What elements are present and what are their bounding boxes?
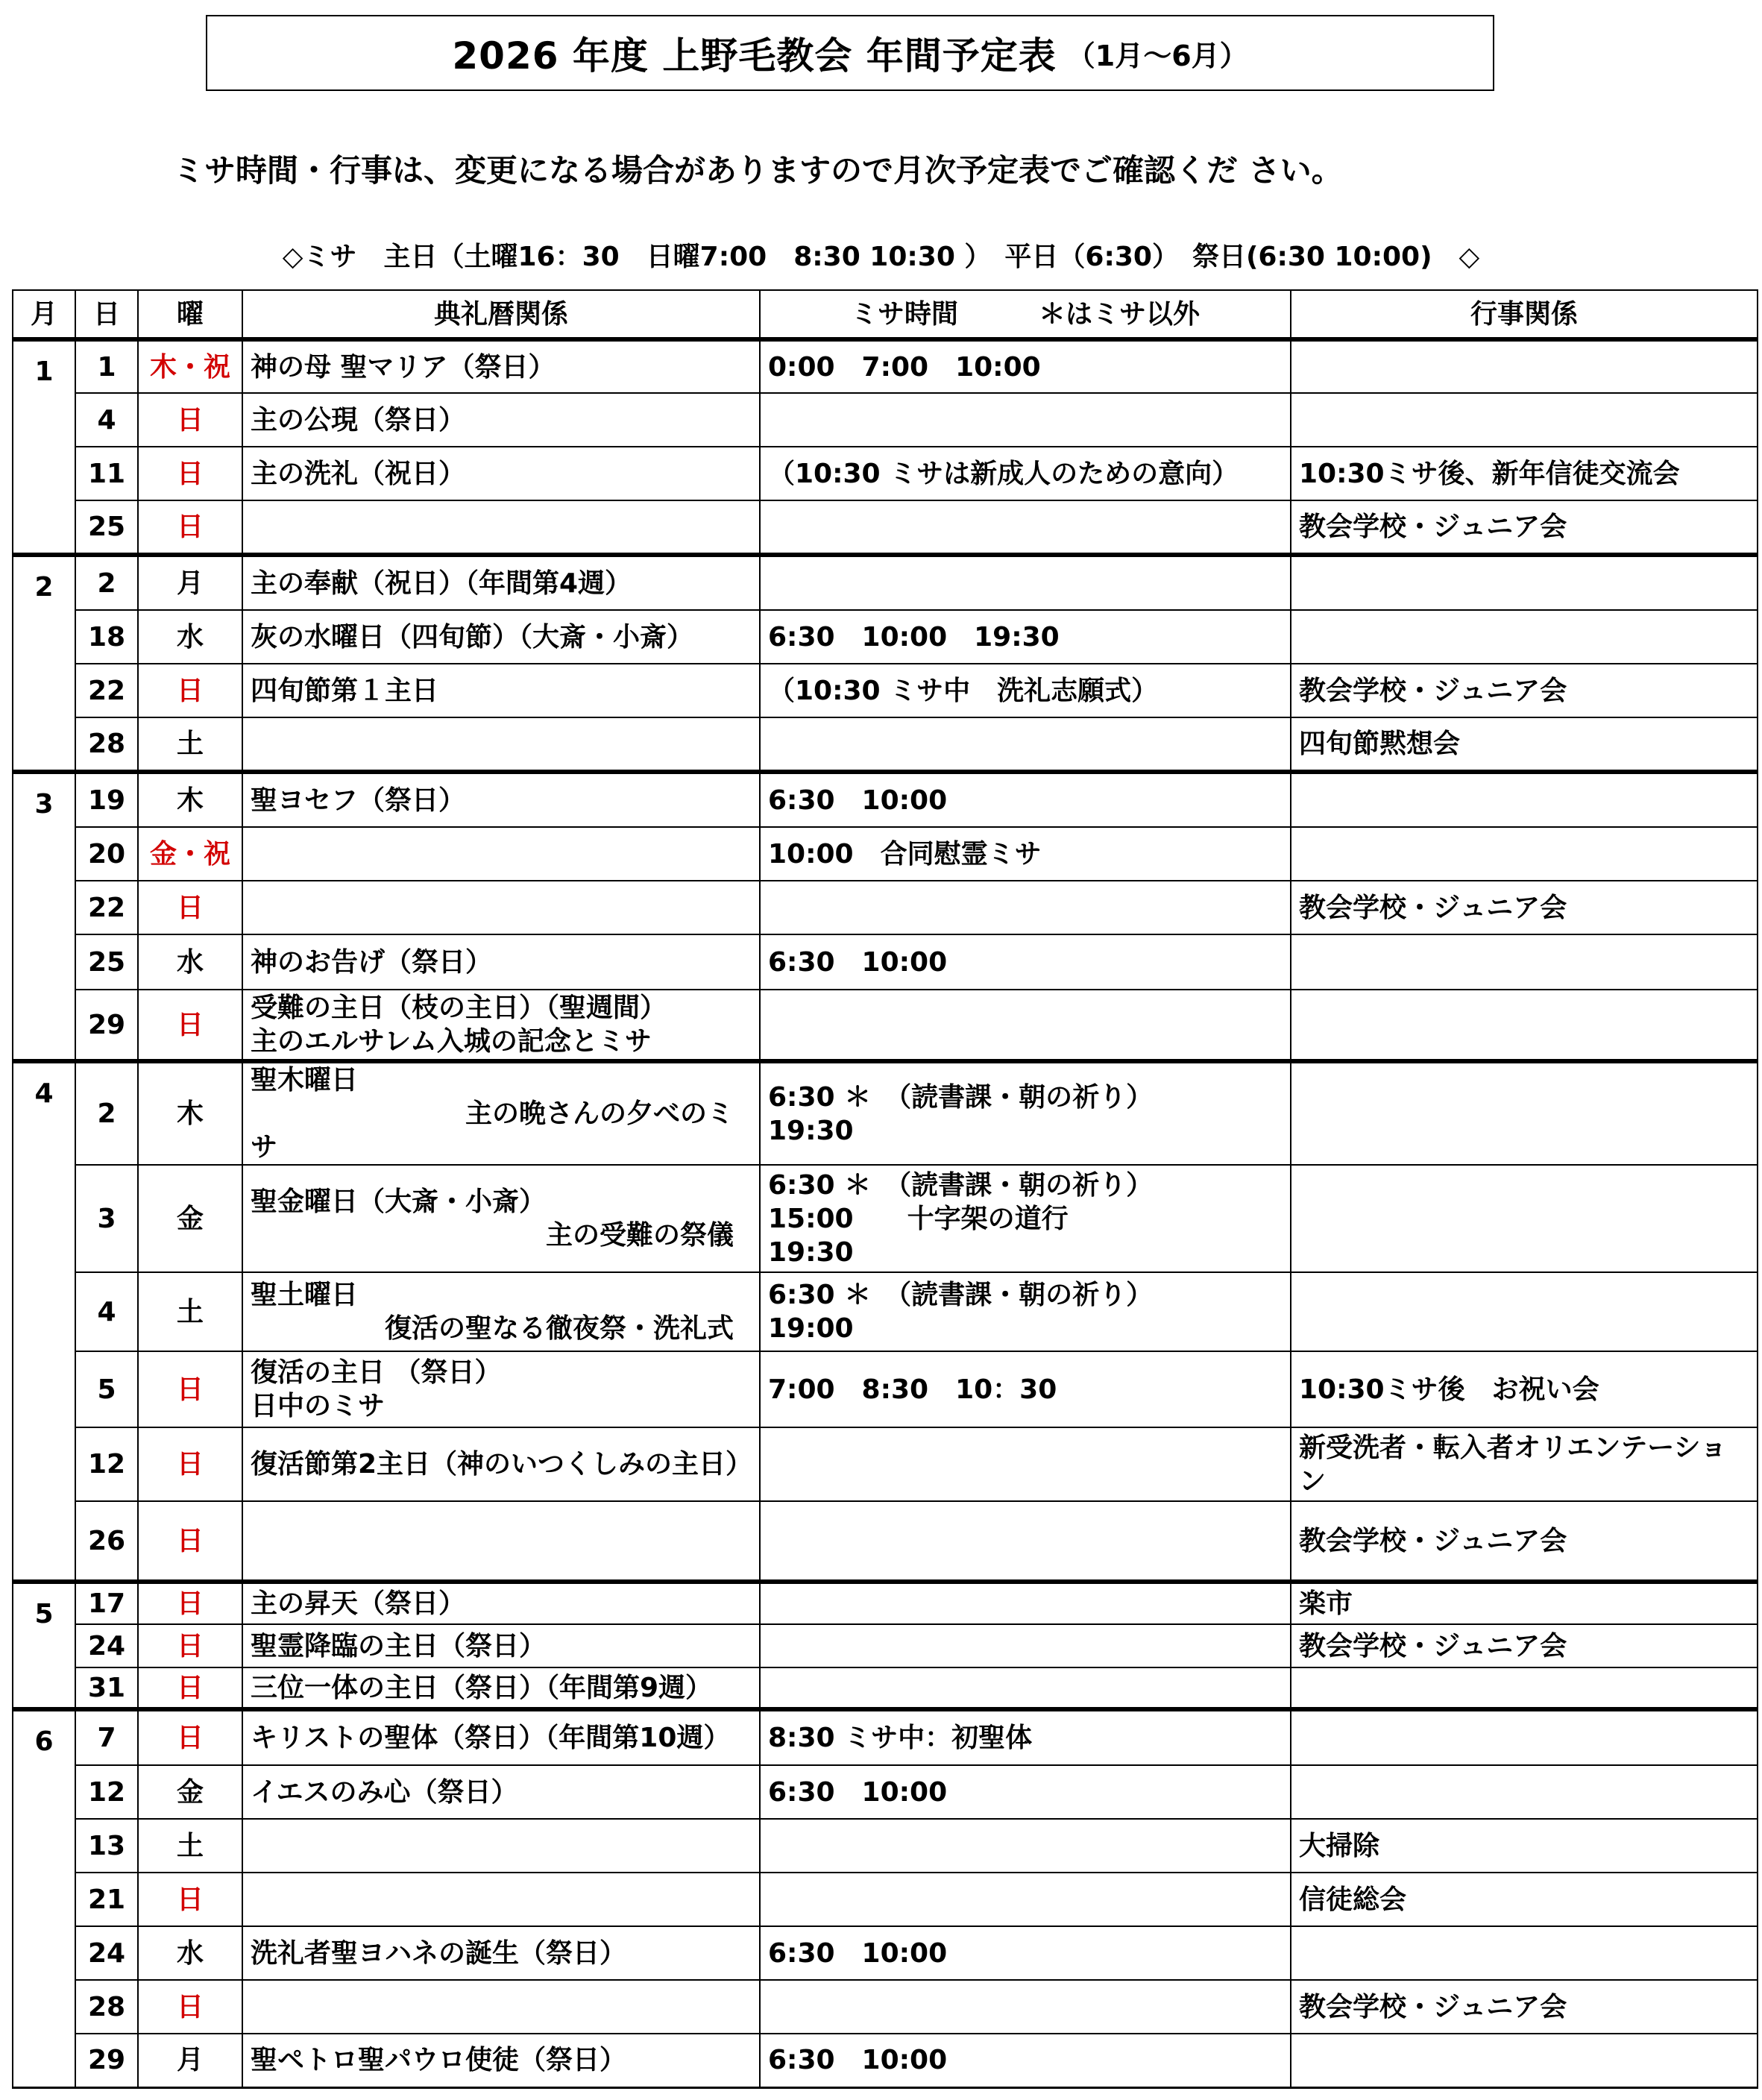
- event-cell: 教会学校・ジュニア会: [1291, 881, 1758, 934]
- mass-time-cell: [760, 1819, 1291, 1873]
- mass-time-cell: 6:30 10:00: [760, 772, 1291, 827]
- liturgy-cell: [242, 827, 760, 881]
- event-cell: [1291, 339, 1758, 393]
- mass-time-cell: 6:30 ＊ （読書課・朝の祈り） 19:00: [760, 1272, 1291, 1351]
- month-cell: 6: [13, 1709, 75, 2087]
- title-box: [206, 15, 1494, 91]
- mass-time-cell: [760, 717, 1291, 772]
- event-cell: [1291, 1165, 1758, 1272]
- day-cell: 12: [75, 1765, 138, 1819]
- liturgy-cell: 三位一体の主日（祭日）（年間第9週）: [242, 1667, 760, 1709]
- day-cell: 2: [75, 555, 138, 610]
- liturgy-cell: [242, 1819, 760, 1873]
- liturgy-cell: [242, 1873, 760, 1926]
- weekday-cell: 土: [138, 717, 242, 772]
- event-cell: 新受洗者・転入者オリエンテーション: [1291, 1427, 1758, 1501]
- table-row: [13, 1624, 1758, 1667]
- schedule-body: [13, 339, 1758, 2087]
- event-cell: [1291, 1765, 1758, 1819]
- table-row: [13, 447, 1758, 500]
- table-row: [13, 1351, 1758, 1427]
- day-cell: 22: [75, 664, 138, 717]
- day-cell: 4: [75, 393, 138, 447]
- table-row: [13, 664, 1758, 717]
- weekday-cell: 水: [138, 610, 242, 664]
- day-cell: 19: [75, 772, 138, 827]
- weekday-cell: 土: [138, 1819, 242, 1873]
- header-liturgy: 典礼暦関係: [242, 290, 760, 339]
- day-cell: 4: [75, 1272, 138, 1351]
- table-row: [13, 610, 1758, 664]
- event-cell: 教会学校・ジュニア会: [1291, 664, 1758, 717]
- day-cell: 2: [75, 1061, 138, 1165]
- liturgy-cell: 主の洗礼（祝日）: [242, 447, 760, 500]
- header-month: 月: [13, 290, 75, 339]
- mass-time-cell: 6:30 10:00: [760, 1926, 1291, 1980]
- weekday-cell: 月: [138, 555, 242, 610]
- mass-time-cell: [760, 1427, 1291, 1501]
- weekday-cell: 土: [138, 1272, 242, 1351]
- event-cell: [1291, 2034, 1758, 2087]
- page-title: 2026 年度 上野毛教会 年間予定表: [452, 34, 1057, 78]
- liturgy-cell: 四旬節第１主日: [242, 664, 760, 717]
- weekday-cell: 水: [138, 1926, 242, 1980]
- table-header-row: [13, 290, 1758, 339]
- header-event: 行事関係: [1291, 290, 1758, 339]
- weekday-cell: 日: [138, 990, 242, 1061]
- event-cell: 大掃除: [1291, 1819, 1758, 1873]
- mass-time-cell: 6:30 10:00 19:30: [760, 610, 1291, 664]
- weekday-cell: 日: [138, 1427, 242, 1501]
- mass-time-cell: [760, 1873, 1291, 1926]
- day-cell: 7: [75, 1709, 138, 1765]
- liturgy-cell: キリストの聖体（祭日）（年間第10週）: [242, 1709, 760, 1765]
- table-row: [13, 1667, 1758, 1709]
- liturgy-cell: 洗礼者聖ヨハネの誕生（祭日）: [242, 1926, 760, 1980]
- event-cell: [1291, 827, 1758, 881]
- table-row: [13, 555, 1758, 610]
- mass-time-cell: [760, 990, 1291, 1061]
- table-row: [13, 990, 1758, 1061]
- day-cell: 20: [75, 827, 138, 881]
- mass-time-cell: 8:30 ミサ中：初聖体: [760, 1709, 1291, 1765]
- page-subtitle: （1月～6月）: [1066, 39, 1248, 72]
- liturgy-cell: 受難の主日（枝の主日）（聖週間） 主のエルサレム入城の記念とミサ: [242, 990, 760, 1061]
- mass-time-cell: [760, 1501, 1291, 1582]
- month-cell: 5: [13, 1582, 75, 1709]
- day-cell: 26: [75, 1501, 138, 1582]
- schedule-table: [12, 289, 1758, 2089]
- day-cell: 24: [75, 1624, 138, 1667]
- table-row: [13, 339, 1758, 393]
- weekday-cell: 日: [138, 1873, 242, 1926]
- table-row: [13, 717, 1758, 772]
- day-cell: 5: [75, 1351, 138, 1427]
- table-row: [13, 827, 1758, 881]
- liturgy-cell: 聖ペトロ聖パウロ使徒（祭日）: [242, 2034, 760, 2087]
- liturgy-cell: 主の奉献（祝日）（年間第4週）: [242, 555, 760, 610]
- liturgy-cell: [242, 500, 760, 555]
- mass-time-cell: 6:30 ＊ （読書課・朝の祈り） 15:00 十字架の道行 19:30: [760, 1165, 1291, 1272]
- mass-time-cell: [760, 393, 1291, 447]
- mass-times-line: ◇ミサ 主日（土曜16：30 日曜7:00 8:30 10:30 ） 平日（6:30） 祭日(6:30 10:00) ◇: [282, 242, 1480, 272]
- event-cell: 教会学校・ジュニア会: [1291, 1980, 1758, 2034]
- table-row: [13, 1980, 1758, 2034]
- month-cell: 2: [13, 555, 75, 772]
- table-row: [13, 1272, 1758, 1351]
- event-cell: 四旬節黙想会: [1291, 717, 1758, 772]
- mass-time-cell: 6:30 ＊ （読書課・朝の祈り） 19:30: [760, 1061, 1291, 1165]
- table-row: [13, 1926, 1758, 1980]
- day-cell: 17: [75, 1582, 138, 1624]
- mass-time-cell: 6:30 10:00: [760, 2034, 1291, 2087]
- event-cell: [1291, 555, 1758, 610]
- day-cell: 29: [75, 990, 138, 1061]
- day-cell: 25: [75, 934, 138, 990]
- event-cell: [1291, 1667, 1758, 1709]
- table-row: [13, 393, 1758, 447]
- mass-time-cell: [760, 1980, 1291, 2034]
- event-cell: 楽市: [1291, 1582, 1758, 1624]
- weekday-cell: 日: [138, 393, 242, 447]
- table-row: [13, 500, 1758, 555]
- table-row: [13, 1501, 1758, 1582]
- event-cell: 教会学校・ジュニア会: [1291, 1624, 1758, 1667]
- weekday-cell: 金: [138, 1165, 242, 1272]
- event-cell: [1291, 772, 1758, 827]
- day-cell: 28: [75, 717, 138, 772]
- liturgy-cell: [242, 1501, 760, 1582]
- weekday-cell: 日: [138, 1667, 242, 1709]
- table-row: [13, 1061, 1758, 1165]
- weekday-cell: 日: [138, 500, 242, 555]
- liturgy-cell: 灰の水曜日（四旬節）（大斎・小斎）: [242, 610, 760, 664]
- liturgy-cell: 聖土曜日 復活の聖なる徹夜祭・洗礼式: [242, 1272, 760, 1351]
- liturgy-cell: [242, 881, 760, 934]
- day-cell: 3: [75, 1165, 138, 1272]
- event-cell: [1291, 1926, 1758, 1980]
- liturgy-cell: イエスのみ心（祭日）: [242, 1765, 760, 1819]
- weekday-cell: 木: [138, 772, 242, 827]
- weekday-cell: 日: [138, 881, 242, 934]
- day-cell: 29: [75, 2034, 138, 2087]
- liturgy-cell: 聖金曜日（大斎・小斎） 主の受難の祭儀: [242, 1165, 760, 1272]
- table-row: [13, 1165, 1758, 1272]
- day-cell: 21: [75, 1873, 138, 1926]
- day-cell: 28: [75, 1980, 138, 2034]
- weekday-cell: 日: [138, 664, 242, 717]
- liturgy-cell: 聖霊降臨の主日（祭日）: [242, 1624, 760, 1667]
- table-row: [13, 881, 1758, 934]
- notice-text: ミサ時間・行事は、変更になる場合がありますので月次予定表でご確認くだ さい。: [173, 152, 1343, 189]
- liturgy-cell: 聖木曜日 主の晩さんの夕べのミサ: [242, 1061, 760, 1165]
- liturgy-cell: [242, 717, 760, 772]
- mass-time-cell: 6:30 10:00: [760, 1765, 1291, 1819]
- month-cell: 3: [13, 772, 75, 1061]
- table-row: [13, 1765, 1758, 1819]
- table-row: [13, 1873, 1758, 1926]
- mass-time-cell: 0:00 7:00 10:00: [760, 339, 1291, 393]
- weekday-cell: 日: [138, 1980, 242, 2034]
- event-cell: [1291, 1709, 1758, 1765]
- day-cell: 13: [75, 1819, 138, 1873]
- mass-time-cell: 7:00 8:30 10：30: [760, 1351, 1291, 1427]
- mass-time-cell: [760, 881, 1291, 934]
- mass-time-cell: [760, 1624, 1291, 1667]
- liturgy-cell: 聖ヨセフ（祭日）: [242, 772, 760, 827]
- table-row: [13, 772, 1758, 827]
- table-row: [13, 1582, 1758, 1624]
- liturgy-cell: 神の母 聖マリア（祭日）: [242, 339, 760, 393]
- event-cell: 10:30ミサ後、新年信徒交流会: [1291, 447, 1758, 500]
- weekday-cell: 日: [138, 1624, 242, 1667]
- weekday-cell: 木: [138, 1061, 242, 1165]
- mass-time-cell: 10:00 合同慰霊ミサ: [760, 827, 1291, 881]
- weekday-cell: 日: [138, 1351, 242, 1427]
- day-cell: 31: [75, 1667, 138, 1709]
- table-row: [13, 1709, 1758, 1765]
- header-day: 日: [75, 290, 138, 339]
- mass-time-cell: 6:30 10:00: [760, 934, 1291, 990]
- header-mass: ミサ時間 ＊はミサ以外: [760, 290, 1291, 339]
- day-cell: 1: [75, 339, 138, 393]
- event-cell: [1291, 1272, 1758, 1351]
- event-cell: [1291, 1061, 1758, 1165]
- day-cell: 11: [75, 447, 138, 500]
- liturgy-cell: 神のお告げ（祭日）: [242, 934, 760, 990]
- month-cell: 4: [13, 1061, 75, 1582]
- liturgy-cell: 主の昇天（祭日）: [242, 1582, 760, 1624]
- mass-time-cell: [760, 500, 1291, 555]
- month-cell: 1: [13, 339, 75, 555]
- table-row: [13, 1819, 1758, 1873]
- day-cell: 12: [75, 1427, 138, 1501]
- mass-time-cell: （10:30 ミサ中 洗礼志願式）: [760, 664, 1291, 717]
- event-cell: [1291, 610, 1758, 664]
- liturgy-cell: [242, 1980, 760, 2034]
- weekday-cell: 日: [138, 1582, 242, 1624]
- mass-time-cell: [760, 555, 1291, 610]
- weekday-cell: 日: [138, 1501, 242, 1582]
- event-cell: 10:30ミサ後 お祝い会: [1291, 1351, 1758, 1427]
- weekday-cell: 金・祝: [138, 827, 242, 881]
- weekday-cell: 水: [138, 934, 242, 990]
- table-row: [13, 934, 1758, 990]
- mass-time-cell: [760, 1667, 1291, 1709]
- weekday-cell: 月: [138, 2034, 242, 2087]
- table-row: [13, 1427, 1758, 1501]
- weekday-cell: 日: [138, 1709, 242, 1765]
- weekday-cell: 木・祝: [138, 339, 242, 393]
- event-cell: 教会学校・ジュニア会: [1291, 500, 1758, 555]
- event-cell: [1291, 393, 1758, 447]
- event-cell: [1291, 934, 1758, 990]
- liturgy-cell: 主の公現（祭日）: [242, 393, 760, 447]
- day-cell: 25: [75, 500, 138, 555]
- weekday-cell: 日: [138, 447, 242, 500]
- event-cell: [1291, 990, 1758, 1061]
- event-cell: 信徒総会: [1291, 1873, 1758, 1926]
- header-weekday: 曜: [138, 290, 242, 339]
- liturgy-cell: 復活節第2主日（神のいつくしみの主日）: [242, 1427, 760, 1501]
- table-row: [13, 2034, 1758, 2087]
- event-cell: 教会学校・ジュニア会: [1291, 1501, 1758, 1582]
- liturgy-cell: 復活の主日 （祭日） 日中のミサ: [242, 1351, 760, 1427]
- day-cell: 22: [75, 881, 138, 934]
- day-cell: 24: [75, 1926, 138, 1980]
- mass-time-cell: （10:30 ミサは新成人のための意向）: [760, 447, 1291, 500]
- mass-time-cell: [760, 1582, 1291, 1624]
- weekday-cell: 金: [138, 1765, 242, 1819]
- day-cell: 18: [75, 610, 138, 664]
